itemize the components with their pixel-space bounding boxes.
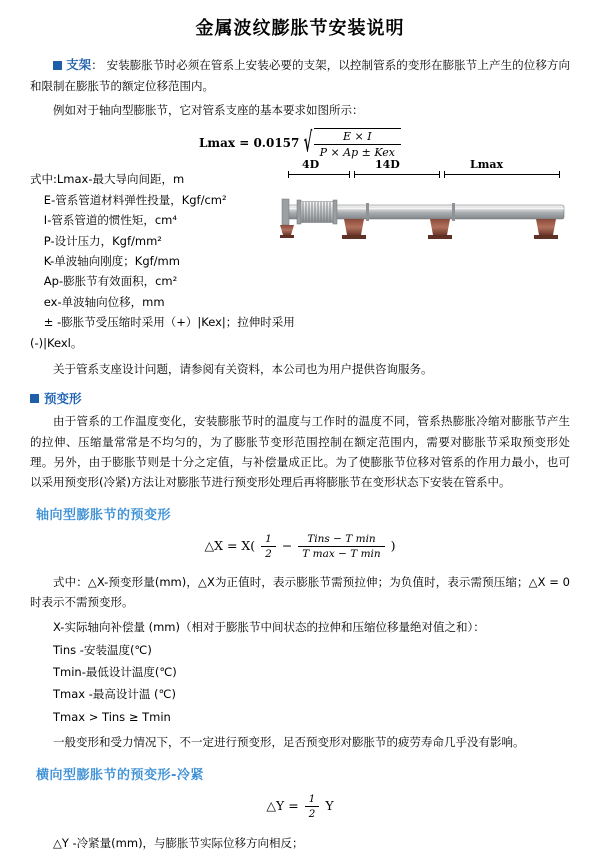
formula-delta-y-rhs: Y xyxy=(325,798,334,814)
definition-item: Tmax > Tins ≥ Tmin xyxy=(53,709,171,724)
definition-item: E-管系管道材料弹性投量，Kgf/cm² xyxy=(43,192,227,207)
document-content xyxy=(0,54,600,855)
definition-list xyxy=(30,169,300,353)
section-bracket-intro2: 例如对于轴向型膨胀节，它对管系支座的基本要求如图所示： xyxy=(53,103,364,117)
document-page xyxy=(0,14,600,851)
section3-definitions-intro: 式中：△X-预变形量(mm)，△X为正值时，表示膨胀节需预拉伸；为负值时，表示需预压缩；△X = 0时表示不需预变形。 xyxy=(30,574,570,610)
definition-item: Ap-膨胀节有效面积，cm² xyxy=(43,274,178,289)
formula-delta-x-minus: − xyxy=(281,537,293,553)
formula-ratio-numerator: Tins − T min xyxy=(298,533,384,547)
blue-square-icon xyxy=(53,61,62,70)
diagram-label-14d: 14D xyxy=(375,158,400,172)
formula-half-numerator: 1 xyxy=(261,533,276,547)
definition-item: P-设计压力，Kgf/mm² xyxy=(43,233,162,248)
section3-closing: 一般变形和受力情况下，不一定进行预变形，足否预变形对膨胀节的疲劳寿命几乎没有影响。 xyxy=(53,735,525,750)
guide-support-1 xyxy=(342,219,366,239)
section-heading-bracket: 支架 xyxy=(66,57,92,72)
definition-item: ± -膨胀节受压缩时采用（+）|Kex|；拉伸时采用(-)|Kexl。 xyxy=(30,315,295,350)
section-bracket-paragraph: 安装膨胀节时必须在管系上安装必要的支架，以控制管系的变形在膨胀节上产生的位移方向和限制在膨胀节的额定位移范围内。 xyxy=(30,58,570,93)
definition-item: Tmax -最高设计温 (℃) xyxy=(53,687,176,702)
formula-half-numerator: 1 xyxy=(305,793,320,807)
section-heading-predeform-label: 预变形 xyxy=(44,391,82,407)
definitions-and-diagram xyxy=(30,158,570,353)
section-predeform-paragraph: 由于管系的工作温度变化，安装膨胀节时的温度与工作时的温度不同，管系热膨胀冷缩对膨胀节产生的拉伸、压缩量常常是不均匀的，为了膨胀节变形范围控制在额定范围内，需要对膨胀节采取预变形处理。另外，由于膨胀节则是十分之定值，与补偿量成正比。为了使膨胀节位移对管系的作用力最小，也可以采用预变形(冷紧)方法让对膨胀节进行预变形处理后再将膨胀节在变形状态下安装在管系中。 xyxy=(30,414,570,489)
definition-item: K-单波轴向刚度；Kgf/mm xyxy=(43,254,180,268)
formula-delta-x xyxy=(30,533,570,560)
formula-half-denominator: 2 xyxy=(265,547,272,560)
formula-half-denominator: 2 xyxy=(308,808,316,821)
formula-delta-y-half xyxy=(305,793,320,820)
formula-delta-x-ratio xyxy=(298,533,384,560)
formula-lmax-denominator: P × Ap ± Kex xyxy=(319,146,396,160)
diagram-label-4d: 4D xyxy=(302,158,320,172)
diagram-dimension-rules xyxy=(280,171,570,179)
formula-delta-y xyxy=(30,793,570,820)
formula-delta-x-rhs: ) xyxy=(390,537,396,553)
blue-square-icon xyxy=(30,394,39,403)
page-title: 金属波纹膨胀节安装说明 xyxy=(195,18,405,39)
formula-delta-x-half xyxy=(261,533,276,560)
definition-item: ex-单波轴向位移，mm xyxy=(43,294,165,309)
formula-delta-y-lhs: △Y = xyxy=(266,798,299,814)
section-bracket-closing: 关于管系支座设计问题，请参阅有关资料，本公司也为用户提供咨询服务。 xyxy=(53,362,433,377)
diagram-label-lmax: Lmax xyxy=(470,158,504,172)
diagram-dimension-labels xyxy=(280,153,570,171)
subheading-axial-predeform: 轴向型膨胀节的预变形 xyxy=(36,507,172,523)
guide-support-3 xyxy=(534,219,558,239)
definition-item: 式中:Lmax-最大导向间距，m xyxy=(30,172,185,187)
guide-support-2 xyxy=(428,219,452,239)
formula-lmax-numerator: √ E × I xyxy=(314,130,401,145)
definition-item: I-管系管道的惯性矩，cm⁴ xyxy=(43,213,177,228)
formula-lmax-lhs: Lmax = 0.0157 xyxy=(198,136,300,151)
subheading-lateral-predeform: 横向型膨胀节的预变形-冷紧 xyxy=(36,768,204,784)
definition-item: Tmin-最低设计温度(℃) xyxy=(53,665,177,680)
section-heading-predeform xyxy=(30,389,570,407)
pipe-system-illustration xyxy=(280,179,570,257)
section4-definition: △Y -冷紧量(mm)，与膨胀节实际位移方向相反； xyxy=(53,836,304,851)
definition-item: X-实际轴向补偿量 (mm)（相对于膨胀节中间状态的拉伸和压缩位移量绝对值之和）： xyxy=(53,620,485,635)
formula-delta-x-lhs: △X = X( xyxy=(204,537,256,553)
definition-item: Tins -安装温度(℃) xyxy=(53,642,152,657)
section3-definition-list xyxy=(30,616,570,728)
expansion-joint-diagram xyxy=(280,153,570,260)
section-bracket-intro: 支架： 安装膨胀节时必须在管系上安装必要的支架，以控制管系的变形在膨胀节上产生的位移方向和限制在膨胀节的额定位移范围内。 xyxy=(30,57,570,93)
formula-ratio-denominator: T max − T min xyxy=(302,547,381,560)
